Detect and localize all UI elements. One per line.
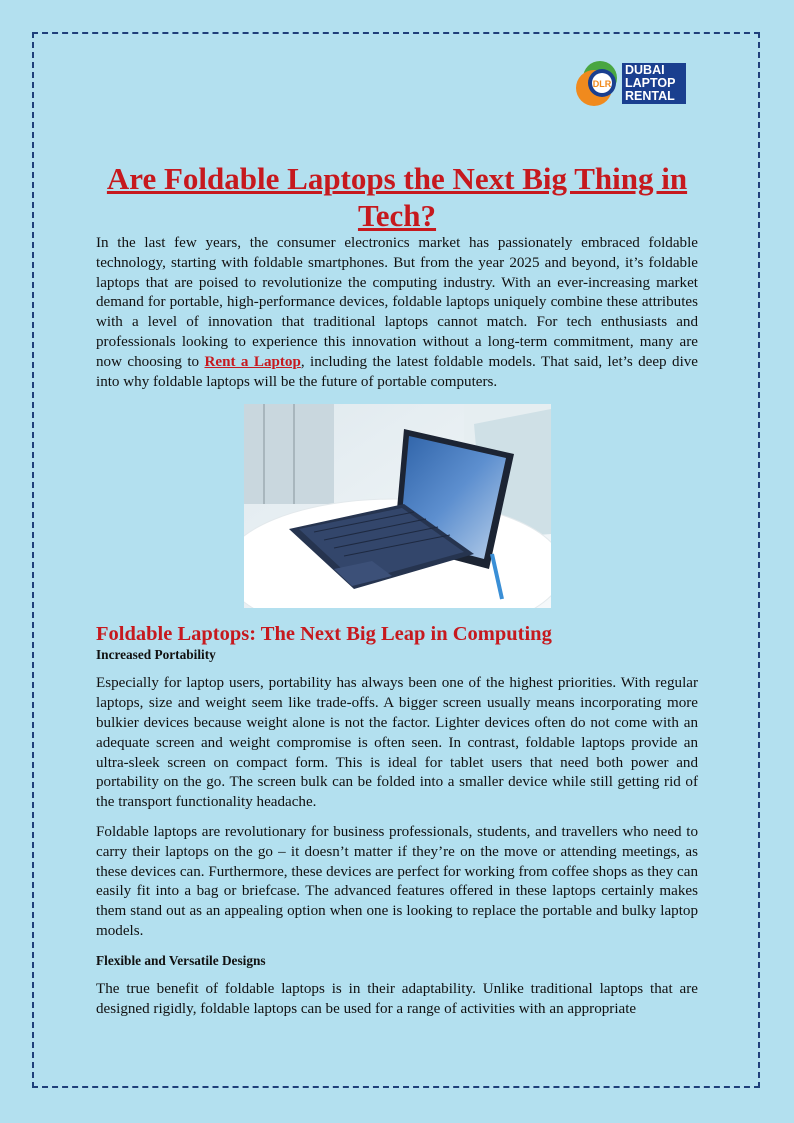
intro-text-before-link: In the last few years, the consumer electronics market has passionately embraced foldable technology, starting with foldable smartphones. But from the year 2025 and beyond, it’s foldable laptops that are poised to revolutionize the computing industry. With an ever-increasing market demand for portable, high-performance devices, foldable laptops uniquely combine these attributes with a level of innovation that traditional laptops cannot match. For tech enthusiasts and professionals looking to experience this innovation without a long-term commitment, many are now choosing to <box>96 235 698 370</box>
section-1-subheading: Increased Portability <box>96 647 216 663</box>
rent-a-laptop-link[interactable]: Rent a Laptop <box>204 353 301 370</box>
logo-badge-text: DLR <box>592 79 612 89</box>
article-title: Are Foldable Laptops the Next Big Thing in Tech? <box>106 161 688 233</box>
logo-line-2: LAPTOP <box>625 76 676 90</box>
intro-paragraph <box>96 234 698 392</box>
logo-line-1: DUBAI <box>625 63 665 77</box>
intro-text-after-link: , including the latest foldable models. That said, let’s deep dive into why foldable laptops will be the future of portable computers. <box>96 353 699 390</box>
article-body <box>96 160 698 1019</box>
section-2-paragraph-1: The true benefit of foldable laptops is in their adaptability. Unlike traditional laptops that are designed rigidly, foldable laptops can be used for a range of activities with an appropriate <box>96 980 698 1017</box>
section-1-paragraph-1: Especially for laptop users, portability has always been one of the highest priorities. With regular laptops, size and weight seem like trade-offs. A bigger screen usually means incorporating more bulkier devices because weight alone is not the factor. Lighter devices often do not come with an adequate screen and weight compromise is often seen. In contrast, foldable laptops provide an ultra-sleek screen on compact form. This is ideal for tablet users that need both power and portability on the go. The screen bulk can be folded into a smaller device while still getting rid of the transport functionality headache. <box>96 675 698 811</box>
company-logo[interactable] <box>572 58 688 108</box>
logo-wordmark <box>622 63 686 104</box>
section-1-paragraph-2: Foldable laptops are revolutionary for business professionals, students, and travellers who need to carry their laptops on the go – it doesn’t matter if they’re on the move or attending meetings, as these devices can. Furthermore, these devices are perfect for working from coffee shops as they can easily fit into a bag or briefcase. The advanced features offered in these laptops certainly makes them stand out as an appealing option when one is looking to replace the portable and bulky laptop models. <box>96 823 698 939</box>
section-1-heading: Foldable Laptops: The Next Big Leap in Computing <box>96 623 552 646</box>
foldable-laptop-photo <box>244 404 551 608</box>
logo-emblem-icon <box>572 58 628 108</box>
logo-line-3: RENTAL <box>625 89 675 103</box>
section-2-subheading: Flexible and Versatile Designs <box>96 952 266 968</box>
